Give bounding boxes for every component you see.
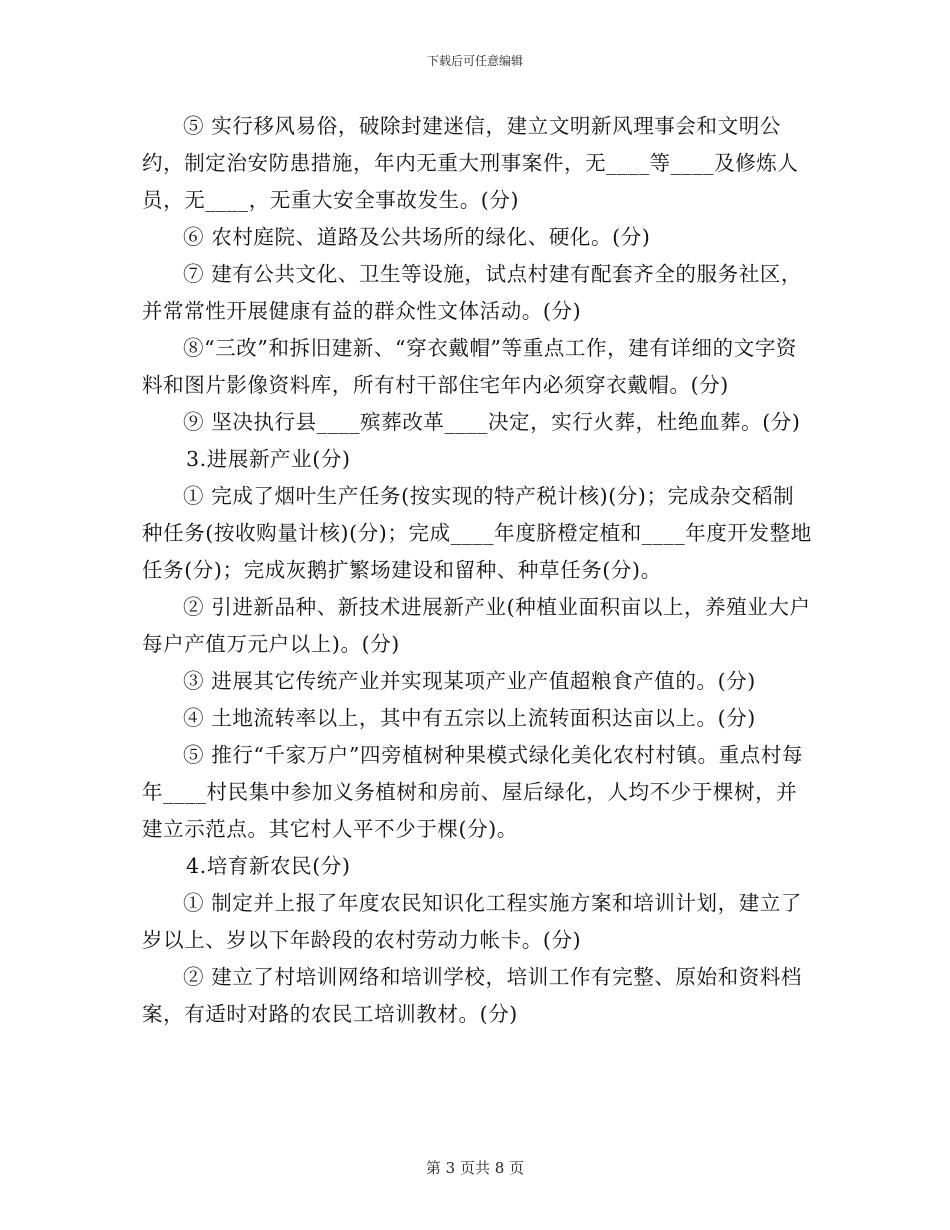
- document-body: [142, 108, 812, 1033]
- section-heading: 4.培育新农民(分): [186, 854, 351, 878]
- paragraph: ⑨ 坚决执行县____殡葬改革____决定，实行火葬，杜绝血葬。(分): [183, 410, 801, 434]
- page-header: 下载后可任意编辑: [426, 54, 523, 68]
- paragraph: ⑦ 建有公共文化、卫生等设施，试点村建有配套齐全的服务社区，并常常性开展健康有益的群众性文体活动。(分): [142, 262, 803, 323]
- paragraph: ⑤ 推行“千家万户”四旁植树种果模式绿化美化农村村镇。重点村每年____村民集中参加义务植树和房前、屋后绿化，人均不少于棵树，并建立示范点。其它村人平不少于棵(分)。: [142, 743, 804, 841]
- paragraph: ② 建立了村培训网络和培训学校，培训工作有完整、原始和资料档案，有适时对路的农民工培训教材。(分): [142, 965, 803, 1026]
- page-footer: 第 3 页共 8 页: [425, 1159, 525, 1177]
- paragraph: ⑧“三改”和拆旧建新、“穿衣戴帽”等重点工作，建有详细的文字资料和图片影像资料库，所有村干部住宅年内必须穿衣戴帽。(分): [142, 336, 798, 397]
- paragraph: ③ 进展其它传统产业并实现某项产业产值超粮食产值的。(分): [183, 669, 756, 693]
- paragraph: ① 制定并上报了年度农民知识化工程实施方案和培训计划，建立了岁以上、岁以下年龄段的农村劳动力帐卡。(分): [142, 891, 803, 952]
- paragraph: ④ 土地流转率以上，其中有五宗以上流转面积达亩以上。(分): [183, 706, 756, 730]
- paragraph: ⑤ 实行移风易俗，破除封建迷信，建立文明新风理事会和文明公约，制定治安防患措施，年内无重大刑事案件，无____等____及修炼人员，无____，无重大安全事故发生。(分): [142, 114, 799, 212]
- paragraph: ① 完成了烟叶生产任务(按实现的特产税计核)(分)；完成杂交稻制种任务(按收购量计核)(分)；完成____年度脐橙定植和____年度开发整地任务(分)；完成灰鹅扩繁场建设和留种、种草任务(分)。: [142, 484, 812, 582]
- section-heading: 3.进展新产业(分): [186, 447, 351, 471]
- paragraph: ⑥ 农村庭院、道路及公共场所的绿化、硬化。(分): [183, 225, 651, 249]
- paragraph: ② 引进新品种、新技术进展新产业(种植业面积亩以上，养殖业大户每户产值万元户以上)。(分): [142, 595, 811, 656]
